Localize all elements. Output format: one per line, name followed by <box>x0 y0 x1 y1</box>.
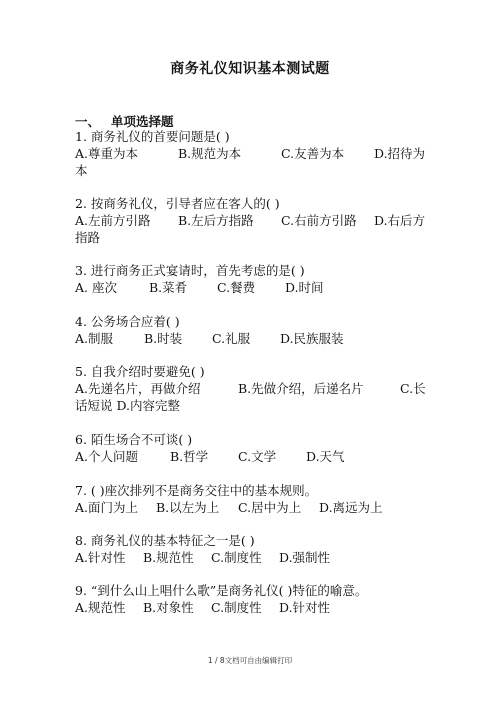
document-title: 商务礼仪知识基本测试题 <box>170 61 330 77</box>
option-c: C.长 <box>400 381 426 396</box>
option-b: B.对象性 <box>143 600 194 615</box>
question-options <box>75 549 435 566</box>
option-d: D.时间 <box>285 280 324 295</box>
question-options <box>75 330 435 347</box>
question-3 <box>75 262 435 296</box>
question-stem: 7. ( )座次排列不是商务交往中的基本规则。 <box>75 483 318 498</box>
question-options <box>75 145 435 162</box>
option-d: D.民族服装 <box>280 331 344 346</box>
option-d: D.招待为 <box>374 146 426 161</box>
option-c: C.制度性 <box>211 550 262 565</box>
option-c: C.礼服 <box>212 331 251 346</box>
option-b: B.菜肴 <box>149 280 188 295</box>
section-number: 一、 <box>75 114 101 129</box>
question-stem: 4. 公务场合应着( ) <box>75 314 180 329</box>
option-b: B.规范为本 <box>178 146 242 161</box>
question-6 <box>75 431 435 465</box>
question-stem: 6. 陌生场合不可谈( ) <box>75 432 193 447</box>
option-c: C.文学 <box>238 449 277 464</box>
question-options <box>75 279 435 296</box>
question-stem: 1. 商务礼仪的首要问题是( ) <box>75 129 230 144</box>
option-a: A.规范性 <box>75 600 126 615</box>
option-a: A. 座次 <box>75 280 117 295</box>
option-c: C.餐费 <box>217 280 256 295</box>
option-c: C.制度性 <box>211 600 262 615</box>
question-5 <box>75 363 435 414</box>
option-a: A.针对性 <box>75 550 126 565</box>
option-c: C.友善为本 <box>281 146 345 161</box>
question-9 <box>75 582 435 616</box>
question-stem: 8. 商务礼仪的基本特征之一是( ) <box>75 533 255 548</box>
option-b: B.哲学 <box>170 449 209 464</box>
question-wrap-text: 话短说 D.内容完整 <box>75 398 181 413</box>
option-c: C.居中为上 <box>238 500 302 515</box>
question-2 <box>75 195 435 246</box>
question-options <box>75 380 435 397</box>
question-7 <box>75 482 435 516</box>
question-options <box>75 599 435 616</box>
option-b: B.时装 <box>144 331 183 346</box>
question-stem: 2. 按商务礼仪，引导者应在客人的( ) <box>75 196 280 211</box>
option-b: B.先做介绍，后递名片 <box>238 381 364 396</box>
option-a: A.先递名片，再做介绍 <box>75 381 201 396</box>
question-8 <box>75 532 435 566</box>
option-a: A.尊重为本 <box>75 146 139 161</box>
option-b: B.左后方指路 <box>178 213 254 228</box>
question-4 <box>75 313 435 347</box>
option-d: D.强制性 <box>279 550 331 565</box>
option-c: C.右前方引路 <box>281 213 357 228</box>
question-stem: 5. 自我介绍时要避免( ) <box>75 364 205 379</box>
question-options <box>75 212 435 229</box>
option-d: D.针对性 <box>279 600 331 615</box>
option-d: D.离远为上 <box>319 500 383 515</box>
question-stem: 3. 进行商务正式宴请时，首先考虑的是( ) <box>75 263 305 278</box>
question-1 <box>75 128 435 179</box>
option-d: D.右后方 <box>374 213 426 228</box>
option-b: B.规范性 <box>143 550 194 565</box>
question-stem: 9. “到什么山上唱什么歌”是商务礼仪( )特征的喻意。 <box>75 583 368 598</box>
question-options <box>75 448 435 465</box>
option-a: A.个人问题 <box>75 449 139 464</box>
question-options <box>75 499 435 516</box>
page-footer: 1 / 8文档可自由编辑打印 <box>207 656 293 665</box>
option-a: A.面门为上 <box>75 500 139 515</box>
option-d: D.天气 <box>306 449 345 464</box>
option-b: B.以左为上 <box>156 500 220 515</box>
question-wrap-text: 本 <box>75 163 88 178</box>
section-label: 单项选择题 <box>111 114 174 129</box>
option-a: A.制服 <box>75 331 114 346</box>
option-a: A.左前方引路 <box>75 213 151 228</box>
question-wrap-text: 指路 <box>75 230 101 245</box>
